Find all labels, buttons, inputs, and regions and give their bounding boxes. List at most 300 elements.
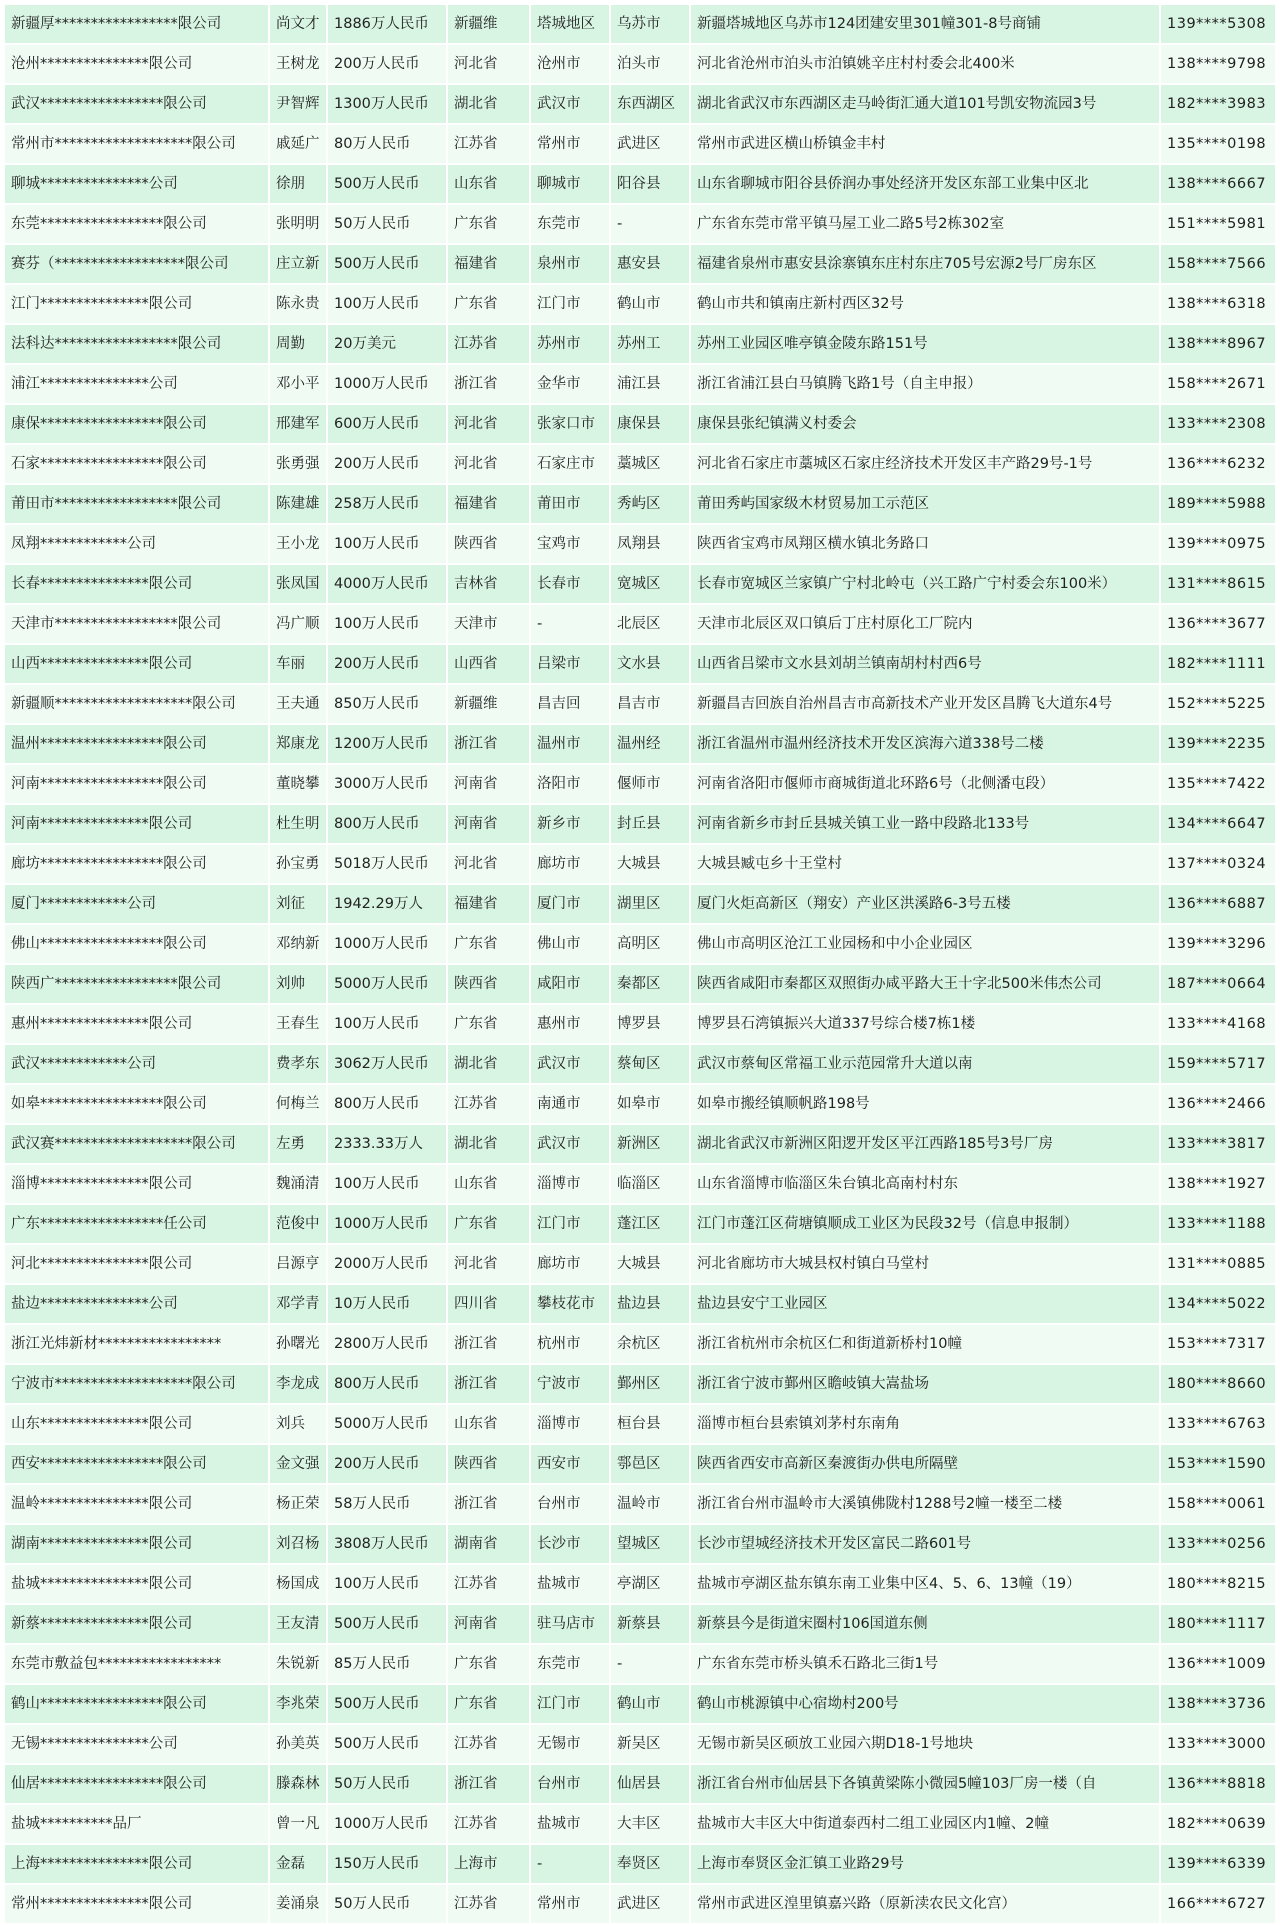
phone-cell: 133****1188 <box>1160 1204 1276 1244</box>
table-row <box>4 164 1276 204</box>
company-name-cell: 厦门************公司 <box>4 884 269 924</box>
phone-cell: 133****2308 <box>1160 404 1276 444</box>
city-cell: 武汉市 <box>530 1044 610 1084</box>
address-cell: 山东省聊城市阳谷县侨润办事处经济开发区东部工业集中区北 <box>690 164 1160 204</box>
address-cell: 湖北省武汉市东西湖区走马岭街汇通大道101号凯安物流园3号 <box>690 84 1160 124</box>
company-name-cell: 新疆厚*****************限公司 <box>4 4 269 44</box>
city-cell: 昌吉回 <box>530 684 610 724</box>
district-cell: 阳谷县 <box>610 164 690 204</box>
province-cell: 浙江省 <box>447 1324 530 1364</box>
phone-cell: 182****1111 <box>1160 644 1276 684</box>
district-cell: 新蔡县 <box>610 1604 690 1644</box>
capital-cell: 258万人民币 <box>327 484 447 524</box>
city-cell: 温州市 <box>530 724 610 764</box>
capital-cell: 100万人民币 <box>327 284 447 324</box>
legal-rep-cell: 杜生明 <box>269 804 327 844</box>
address-cell: 大城县臧屯乡十王堂村 <box>690 844 1160 884</box>
company-name-cell: 东莞市敷益包***************** <box>4 1644 269 1684</box>
legal-rep-cell: 姜涌泉 <box>269 1884 327 1924</box>
legal-rep-cell: 金磊 <box>269 1844 327 1884</box>
company-name-cell: 莆田市*****************限公司 <box>4 484 269 524</box>
legal-rep-cell: 郑康龙 <box>269 724 327 764</box>
city-cell: 台州市 <box>530 1764 610 1804</box>
legal-rep-cell: 张凤国 <box>269 564 327 604</box>
company-name-cell: 河南***************限公司 <box>4 804 269 844</box>
address-cell: 新蔡县今是街道宋圈村106国道东侧 <box>690 1604 1160 1644</box>
province-cell: 陕西省 <box>447 1444 530 1484</box>
company-name-cell: 河南*****************限公司 <box>4 764 269 804</box>
company-name-cell: 淄博***************限公司 <box>4 1164 269 1204</box>
province-cell: 福建省 <box>447 884 530 924</box>
capital-cell: 3000万人民币 <box>327 764 447 804</box>
table-row <box>4 1524 1276 1564</box>
address-cell: 陕西省西安市高新区秦渡街办供电所隔壁 <box>690 1444 1160 1484</box>
city-cell: 江门市 <box>530 284 610 324</box>
legal-rep-cell: 庄立新 <box>269 244 327 284</box>
table-row <box>4 1604 1276 1644</box>
district-cell: 浦江县 <box>610 364 690 404</box>
district-cell: 惠安县 <box>610 244 690 284</box>
phone-cell: 182****0639 <box>1160 1804 1276 1844</box>
table-row <box>4 1684 1276 1724</box>
city-cell: 东莞市 <box>530 1644 610 1684</box>
legal-rep-cell: 左勇 <box>269 1124 327 1164</box>
province-cell: 湖北省 <box>447 1124 530 1164</box>
capital-cell: 5000万人民币 <box>327 1404 447 1444</box>
city-cell: 廊坊市 <box>530 844 610 884</box>
phone-cell: 138****8967 <box>1160 324 1276 364</box>
address-cell: 无锡市新吴区硕放工业园六期D18-1号地块 <box>690 1724 1160 1764</box>
capital-cell: 850万人民币 <box>327 684 447 724</box>
address-cell: 新疆塔城地区乌苏市124团建安里301幢301-8号商铺 <box>690 4 1160 44</box>
city-cell: 长春市 <box>530 564 610 604</box>
table-row <box>4 1444 1276 1484</box>
phone-cell: 151****5981 <box>1160 204 1276 244</box>
city-cell: 沧州市 <box>530 44 610 84</box>
city-cell: 驻马店市 <box>530 1604 610 1644</box>
province-cell: 新疆维 <box>447 4 530 44</box>
table-row <box>4 804 1276 844</box>
phone-cell: 158****7566 <box>1160 244 1276 284</box>
company-name-cell: 长春***************限公司 <box>4 564 269 604</box>
capital-cell: 100万人民币 <box>327 1164 447 1204</box>
table-row <box>4 924 1276 964</box>
capital-cell: 500万人民币 <box>327 244 447 284</box>
table-row <box>4 484 1276 524</box>
company-name-cell: 上海***************限公司 <box>4 1844 269 1884</box>
district-cell: 武进区 <box>610 1884 690 1924</box>
province-cell: 江苏省 <box>447 1564 530 1604</box>
table-row <box>4 284 1276 324</box>
address-cell: 常州市武进区湟里镇嘉兴路（原新渎农民文化宫） <box>690 1884 1160 1924</box>
district-cell: 苏州工 <box>610 324 690 364</box>
address-cell: 浙江省台州市温岭市大溪镇佛陇村1288号2幢一楼至二楼 <box>690 1484 1160 1524</box>
company-name-cell: 常州市*******************限公司 <box>4 124 269 164</box>
city-cell: 宁波市 <box>530 1364 610 1404</box>
capital-cell: 10万人民币 <box>327 1284 447 1324</box>
capital-cell: 1942.29万人 <box>327 884 447 924</box>
phone-cell: 134****6647 <box>1160 804 1276 844</box>
legal-rep-cell: 滕森林 <box>269 1764 327 1804</box>
phone-cell: 138****9798 <box>1160 44 1276 84</box>
capital-cell: 50万人民币 <box>327 204 447 244</box>
table-row <box>4 244 1276 284</box>
company-name-cell: 仙居*****************限公司 <box>4 1764 269 1804</box>
phone-cell: 189****5988 <box>1160 484 1276 524</box>
table-row <box>4 1724 1276 1764</box>
table-row <box>4 644 1276 684</box>
district-cell: 偃师市 <box>610 764 690 804</box>
address-cell: 厦门火炬高新区（翔安）产业区洪溪路6-3号五楼 <box>690 884 1160 924</box>
province-cell: 河北省 <box>447 844 530 884</box>
address-cell: 浙江省宁波市鄞州区瞻岐镇大嵩盐场 <box>690 1364 1160 1404</box>
legal-rep-cell: 王小龙 <box>269 524 327 564</box>
capital-cell: 500万人民币 <box>327 1684 447 1724</box>
address-cell: 长沙市望城经济技术开发区富民二路601号 <box>690 1524 1160 1564</box>
capital-cell: 20万美元 <box>327 324 447 364</box>
district-cell: 仙居县 <box>610 1764 690 1804</box>
company-name-cell: 盐边***************公司 <box>4 1284 269 1324</box>
legal-rep-cell: 王友清 <box>269 1604 327 1644</box>
city-cell: 江门市 <box>530 1684 610 1724</box>
district-cell: 温州经 <box>610 724 690 764</box>
phone-cell: 139****3296 <box>1160 924 1276 964</box>
province-cell: 山东省 <box>447 1164 530 1204</box>
capital-cell: 100万人民币 <box>327 1564 447 1604</box>
city-cell: 东莞市 <box>530 204 610 244</box>
province-cell: 广东省 <box>447 1684 530 1724</box>
company-name-cell: 佛山*****************限公司 <box>4 924 269 964</box>
legal-rep-cell: 王夫通 <box>269 684 327 724</box>
city-cell: 咸阳市 <box>530 964 610 1004</box>
address-cell: 河南省新乡市封丘县城关镇工业一路中段路北133号 <box>690 804 1160 844</box>
province-cell: 广东省 <box>447 1004 530 1044</box>
phone-cell: 136****8818 <box>1160 1764 1276 1804</box>
province-cell: 浙江省 <box>447 1364 530 1404</box>
capital-cell: 500万人民币 <box>327 1604 447 1644</box>
legal-rep-cell: 车丽 <box>269 644 327 684</box>
district-cell: 秀屿区 <box>610 484 690 524</box>
province-cell: 陕西省 <box>447 964 530 1004</box>
phone-cell: 153****7317 <box>1160 1324 1276 1364</box>
city-cell: 廊坊市 <box>530 1244 610 1284</box>
legal-rep-cell: 陈建雄 <box>269 484 327 524</box>
province-cell: 广东省 <box>447 204 530 244</box>
table-row <box>4 364 1276 404</box>
table-row <box>4 1204 1276 1244</box>
province-cell: 吉林省 <box>447 564 530 604</box>
phone-cell: 135****0198 <box>1160 124 1276 164</box>
capital-cell: 80万人民币 <box>327 124 447 164</box>
district-cell: 鹤山市 <box>610 1684 690 1724</box>
province-cell: 陕西省 <box>447 524 530 564</box>
province-cell: 河北省 <box>447 404 530 444</box>
city-cell: 厦门市 <box>530 884 610 924</box>
company-name-cell: 盐城***************限公司 <box>4 1564 269 1604</box>
phone-cell: 159****5717 <box>1160 1044 1276 1084</box>
province-cell: 江苏省 <box>447 124 530 164</box>
capital-cell: 200万人民币 <box>327 444 447 484</box>
capital-cell: 2000万人民币 <box>327 1244 447 1284</box>
address-cell: 河北省廊坊市大城县权村镇白马堂村 <box>690 1244 1160 1284</box>
district-cell: 凤翔县 <box>610 524 690 564</box>
address-cell: 广东省东莞市桥头镇禾石路北三街1号 <box>690 1644 1160 1684</box>
phone-cell: 135****7422 <box>1160 764 1276 804</box>
province-cell: 浙江省 <box>447 1764 530 1804</box>
city-cell: 惠州市 <box>530 1004 610 1044</box>
city-cell: 台州市 <box>530 1484 610 1524</box>
capital-cell: 50万人民币 <box>327 1884 447 1924</box>
address-cell: 武汉市蔡甸区常福工业示范园常升大道以南 <box>690 1044 1160 1084</box>
city-cell: 常州市 <box>530 1884 610 1924</box>
company-name-cell: 河北***************限公司 <box>4 1244 269 1284</box>
table-row <box>4 1404 1276 1444</box>
province-cell: 河北省 <box>447 1244 530 1284</box>
table-row <box>4 524 1276 564</box>
city-cell: 莆田市 <box>530 484 610 524</box>
province-cell: 湖北省 <box>447 84 530 124</box>
province-cell: 江苏省 <box>447 1084 530 1124</box>
district-cell: 宽城区 <box>610 564 690 604</box>
district-cell: 大城县 <box>610 844 690 884</box>
province-cell: 广东省 <box>447 1644 530 1684</box>
company-name-cell: 湖南***************限公司 <box>4 1524 269 1564</box>
capital-cell: 50万人民币 <box>327 1764 447 1804</box>
table-row <box>4 444 1276 484</box>
capital-cell: 1200万人民币 <box>327 724 447 764</box>
phone-cell: 152****5225 <box>1160 684 1276 724</box>
company-name-cell: 无锡***************公司 <box>4 1724 269 1764</box>
district-cell: 温岭市 <box>610 1484 690 1524</box>
company-name-cell: 廊坊*****************限公司 <box>4 844 269 884</box>
company-name-cell: 浦江***************公司 <box>4 364 269 404</box>
company-name-cell: 温州*****************限公司 <box>4 724 269 764</box>
company-name-cell: 武汉赛*******************限公司 <box>4 1124 269 1164</box>
address-cell: 浙江省温州市温州经济技术开发区滨海六道338号二楼 <box>690 724 1160 764</box>
phone-cell: 158****0061 <box>1160 1484 1276 1524</box>
address-cell: 浙江省浦江县白马镇腾飞路1号（自主申报） <box>690 364 1160 404</box>
district-cell: 鄞州区 <box>610 1364 690 1404</box>
city-cell: 西安市 <box>530 1444 610 1484</box>
company-name-cell: 沧州***************限公司 <box>4 44 269 84</box>
phone-cell: 136****6232 <box>1160 444 1276 484</box>
legal-rep-cell: 刘征 <box>269 884 327 924</box>
phone-cell: 153****1590 <box>1160 1444 1276 1484</box>
province-cell: 浙江省 <box>447 364 530 404</box>
company-name-cell: 新蔡***************限公司 <box>4 1604 269 1644</box>
city-cell: 聊城市 <box>530 164 610 204</box>
legal-rep-cell: 杨国成 <box>269 1564 327 1604</box>
table-row <box>4 1124 1276 1164</box>
address-cell: 河南省洛阳市偃师市商城街道北环路6号（北侧潘屯段） <box>690 764 1160 804</box>
district-cell: 盐边县 <box>610 1284 690 1324</box>
district-cell: 大丰区 <box>610 1804 690 1844</box>
table-row <box>4 1004 1276 1044</box>
province-cell: 江苏省 <box>447 1884 530 1924</box>
capital-cell: 5018万人民币 <box>327 844 447 884</box>
address-cell: 淄博市桓台县索镇刘茅村东南角 <box>690 1404 1160 1444</box>
legal-rep-cell: 邓学青 <box>269 1284 327 1324</box>
legal-rep-cell: 董晓攀 <box>269 764 327 804</box>
district-cell: 奉贤区 <box>610 1844 690 1884</box>
legal-rep-cell: 戚延广 <box>269 124 327 164</box>
legal-rep-cell: 刘召杨 <box>269 1524 327 1564</box>
capital-cell: 1000万人民币 <box>327 364 447 404</box>
address-cell: 天津市北辰区双口镇后丁庄村原化工厂院内 <box>690 604 1160 644</box>
district-cell: 北辰区 <box>610 604 690 644</box>
province-cell: 山东省 <box>447 164 530 204</box>
district-cell: - <box>610 1644 690 1684</box>
province-cell: 浙江省 <box>447 1484 530 1524</box>
address-cell: 苏州工业园区唯亭镇金陵东路151号 <box>690 324 1160 364</box>
legal-rep-cell: 费孝东 <box>269 1044 327 1084</box>
province-cell: 山东省 <box>447 1404 530 1444</box>
table-row <box>4 1284 1276 1324</box>
province-cell: 江苏省 <box>447 324 530 364</box>
legal-rep-cell: 冯广顺 <box>269 604 327 644</box>
table-row <box>4 4 1276 44</box>
city-cell: - <box>530 604 610 644</box>
table-row <box>4 1884 1276 1924</box>
district-cell: 新吴区 <box>610 1724 690 1764</box>
capital-cell: 200万人民币 <box>327 644 447 684</box>
legal-rep-cell: 魏涌清 <box>269 1164 327 1204</box>
table-row <box>4 1764 1276 1804</box>
capital-cell: 600万人民币 <box>327 404 447 444</box>
province-cell: 福建省 <box>447 484 530 524</box>
address-cell: 盐边县安宁工业园区 <box>690 1284 1160 1324</box>
phone-cell: 134****5022 <box>1160 1284 1276 1324</box>
table-row <box>4 124 1276 164</box>
city-cell: 淄博市 <box>530 1164 610 1204</box>
company-name-cell: 浙江光炜新材***************** <box>4 1324 269 1364</box>
city-cell: 杭州市 <box>530 1324 610 1364</box>
capital-cell: 1000万人民币 <box>327 1804 447 1844</box>
table-row <box>4 724 1276 764</box>
legal-rep-cell: 周勤 <box>269 324 327 364</box>
company-name-cell: 法科达*****************限公司 <box>4 324 269 364</box>
province-cell: 广东省 <box>447 924 530 964</box>
company-name-cell: 武汉*****************限公司 <box>4 84 269 124</box>
district-cell: 博罗县 <box>610 1004 690 1044</box>
table-row <box>4 764 1276 804</box>
table-row <box>4 1084 1276 1124</box>
table-row <box>4 1364 1276 1404</box>
city-cell: 常州市 <box>530 124 610 164</box>
company-name-cell: 新疆顺*******************限公司 <box>4 684 269 724</box>
phone-cell: 180****8660 <box>1160 1364 1276 1404</box>
province-cell: 河南省 <box>447 1604 530 1644</box>
address-cell: 河北省石家庄市藁城区石家庄经济技术开发区丰产路29号-1号 <box>690 444 1160 484</box>
city-cell: 塔城地区 <box>530 4 610 44</box>
phone-cell: 182****3983 <box>1160 84 1276 124</box>
company-name-cell: 盐城**********品厂 <box>4 1804 269 1844</box>
province-cell: 江苏省 <box>447 1724 530 1764</box>
company-name-cell: 陕西广*****************限公司 <box>4 964 269 1004</box>
city-cell: 佛山市 <box>530 924 610 964</box>
district-cell: 如皋市 <box>610 1084 690 1124</box>
legal-rep-cell: 范俊中 <box>269 1204 327 1244</box>
phone-cell: 139****6339 <box>1160 1844 1276 1884</box>
province-cell: 湖南省 <box>447 1524 530 1564</box>
city-cell: 石家庄市 <box>530 444 610 484</box>
legal-rep-cell: 张勇强 <box>269 444 327 484</box>
company-name-cell: 凤翔************公司 <box>4 524 269 564</box>
phone-cell: 139****5308 <box>1160 4 1276 44</box>
province-cell: 湖北省 <box>447 1044 530 1084</box>
company-name-cell: 如皋*****************限公司 <box>4 1084 269 1124</box>
province-cell: 河南省 <box>447 764 530 804</box>
address-cell: 河北省沧州市泊头市泊镇姚辛庄村村委会北400米 <box>690 44 1160 84</box>
address-cell: 山西省吕梁市文水县刘胡兰镇南胡村村西6号 <box>690 644 1160 684</box>
table-row <box>4 604 1276 644</box>
table-row <box>4 324 1276 364</box>
city-cell: 南通市 <box>530 1084 610 1124</box>
province-cell: 新疆维 <box>447 684 530 724</box>
province-cell: 浙江省 <box>447 724 530 764</box>
city-cell: 盐城市 <box>530 1804 610 1844</box>
table-row <box>4 1644 1276 1684</box>
district-cell: 泊头市 <box>610 44 690 84</box>
table-row <box>4 1564 1276 1604</box>
phone-cell: 136****3677 <box>1160 604 1276 644</box>
province-cell: 河北省 <box>447 44 530 84</box>
district-cell: 武进区 <box>610 124 690 164</box>
address-cell: 广东省东莞市常平镇马屋工业二路5号2栋302室 <box>690 204 1160 244</box>
capital-cell: 5000万人民币 <box>327 964 447 1004</box>
address-cell: 浙江省杭州市余杭区仁和街道新桥村10幢 <box>690 1324 1160 1364</box>
city-cell: 无锡市 <box>530 1724 610 1764</box>
company-name-cell: 江门***************限公司 <box>4 284 269 324</box>
capital-cell: 3808万人民币 <box>327 1524 447 1564</box>
city-cell: 洛阳市 <box>530 764 610 804</box>
legal-rep-cell: 刘帅 <box>269 964 327 1004</box>
capital-cell: 4000万人民币 <box>327 564 447 604</box>
legal-rep-cell: 张明明 <box>269 204 327 244</box>
district-cell: 鄠邑区 <box>610 1444 690 1484</box>
capital-cell: 85万人民币 <box>327 1644 447 1684</box>
legal-rep-cell: 杨正荣 <box>269 1484 327 1524</box>
company-name-cell: 常州***************限公司 <box>4 1884 269 1924</box>
district-cell: 蓬江区 <box>610 1204 690 1244</box>
table-row <box>4 844 1276 884</box>
legal-rep-cell: 刘兵 <box>269 1404 327 1444</box>
capital-cell: 200万人民币 <box>327 1444 447 1484</box>
company-name-cell: 温岭***************限公司 <box>4 1484 269 1524</box>
district-cell: 康保县 <box>610 404 690 444</box>
address-cell: 新疆昌吉回族自治州昌吉市高新技术产业开发区昌腾飞大道东4号 <box>690 684 1160 724</box>
capital-cell: 1000万人民币 <box>327 1204 447 1244</box>
address-cell: 江门市蓬江区荷塘镇顺成工业区为民段32号（信息申报制） <box>690 1204 1160 1244</box>
district-cell: 新洲区 <box>610 1124 690 1164</box>
phone-cell: 139****0975 <box>1160 524 1276 564</box>
address-cell: 盐城市亭湖区盐东镇东南工业集中区4、5、6、13幢（19） <box>690 1564 1160 1604</box>
phone-cell: 138****3736 <box>1160 1684 1276 1724</box>
capital-cell: 58万人民币 <box>327 1484 447 1524</box>
district-cell: 乌苏市 <box>610 4 690 44</box>
table-row <box>4 1804 1276 1844</box>
province-cell: 江苏省 <box>447 1804 530 1844</box>
city-cell: 宝鸡市 <box>530 524 610 564</box>
capital-cell: 200万人民币 <box>327 44 447 84</box>
address-cell: 福建省泉州市惠安县涂寨镇东庄村东庄705号宏源2号厂房东区 <box>690 244 1160 284</box>
legal-rep-cell: 孙宝勇 <box>269 844 327 884</box>
address-cell: 陕西省宝鸡市凤翔区横水镇北务路口 <box>690 524 1160 564</box>
company-name-cell: 天津市*****************限公司 <box>4 604 269 644</box>
table-row <box>4 1044 1276 1084</box>
phone-cell: 138****1927 <box>1160 1164 1276 1204</box>
district-cell: 东西湖区 <box>610 84 690 124</box>
